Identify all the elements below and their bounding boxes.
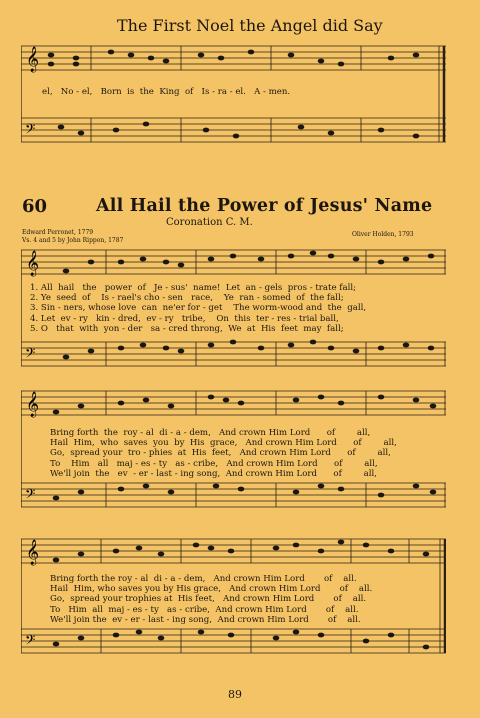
svg-text:𝄞: 𝄞 <box>26 540 40 565</box>
verse-line: To Him all maj - es - ty as - cribe, And crown Him Lord of all. <box>50 604 359 615</box>
svg-text:𝄢: 𝄢 <box>25 632 36 651</box>
verse-line: To Him all maj - es - ty as - cribe, And crown Him Lord of all, <box>50 458 378 469</box>
tune-name: Coronation C. M. <box>166 217 253 228</box>
hymn-number: 60 <box>22 196 48 217</box>
verse-line: 3. Sin - ners, whose love can ne'er for - get The worm-wood and the gall, <box>30 303 367 314</box>
svg-text:𝄢: 𝄢 <box>25 121 36 140</box>
svg-text:𝄞: 𝄞 <box>26 47 40 72</box>
verse-lyrics-system-3 <box>50 574 372 625</box>
svg-text:𝄢: 𝄢 <box>25 486 36 505</box>
verse-line: 2. Ye seed of Is - rael's cho - sen race, Ye ran - somed of the fall; <box>30 293 344 304</box>
hymn-title: All Hail the Power of Jesus' Name <box>96 196 433 216</box>
verse-line: We'll join the ev - er - last - ing song, And crown Him Lord of all, <box>50 468 377 479</box>
svg-text:𝄞: 𝄞 <box>26 392 40 417</box>
page-number: 89 <box>228 688 242 701</box>
verse-line: Hail Him, who saves you by His grace, And crown Him Lord of all, <box>50 438 397 449</box>
previous-hymn-lyrics: el, No - el, Born is the King of Is - ra - el. A - men. <box>42 87 291 97</box>
verse-line: Go, spread your trophies at His feet, And crown Him Lord of all. <box>50 594 367 605</box>
author-credit: Edward Perronet, 1779 <box>22 229 94 236</box>
verse-line: Hail Him, who saves you by His grace, And crown Him Lord of all. <box>50 584 373 595</box>
verse-line: 4. Let ev - ry kin - dred, ev - ry tribe, On this ter - res - trial ball, <box>30 313 339 324</box>
verse-line: 5. O that with yon - der sa - cred throng, We at His feet may fall; <box>30 323 344 334</box>
composer-credit: Oliver Holden, 1793 <box>352 231 414 238</box>
svg-text:𝄢: 𝄢 <box>25 345 36 364</box>
verse-line: We'll join the ev - er - last - ing song, And crown Him Lord of all. <box>50 614 361 625</box>
verse-lyrics-system-1 <box>30 283 366 334</box>
verse-line: Go, spread your tro - phies at His feet, And crown Him Lord of all, <box>50 448 391 459</box>
verse-line: 1. All hail the power of Je - sus' name! Let an - gels pros - trate fall; <box>30 283 357 293</box>
author-credit-additional: Vs. 4 and 5 by John Rippon, 1787 <box>22 237 124 244</box>
verse-line: Bring forth the roy - al di - a - dem, And crown Him Lord of all. <box>50 574 357 584</box>
verse-lyrics-system-2 <box>50 428 397 479</box>
svg-text:𝄞: 𝄞 <box>26 251 40 276</box>
previous-hymn-title: The First Noel the Angel did Say <box>117 16 383 35</box>
verse-line: Bring forth the roy - al di - a - dem, And crown Him Lord of all, <box>50 428 371 438</box>
